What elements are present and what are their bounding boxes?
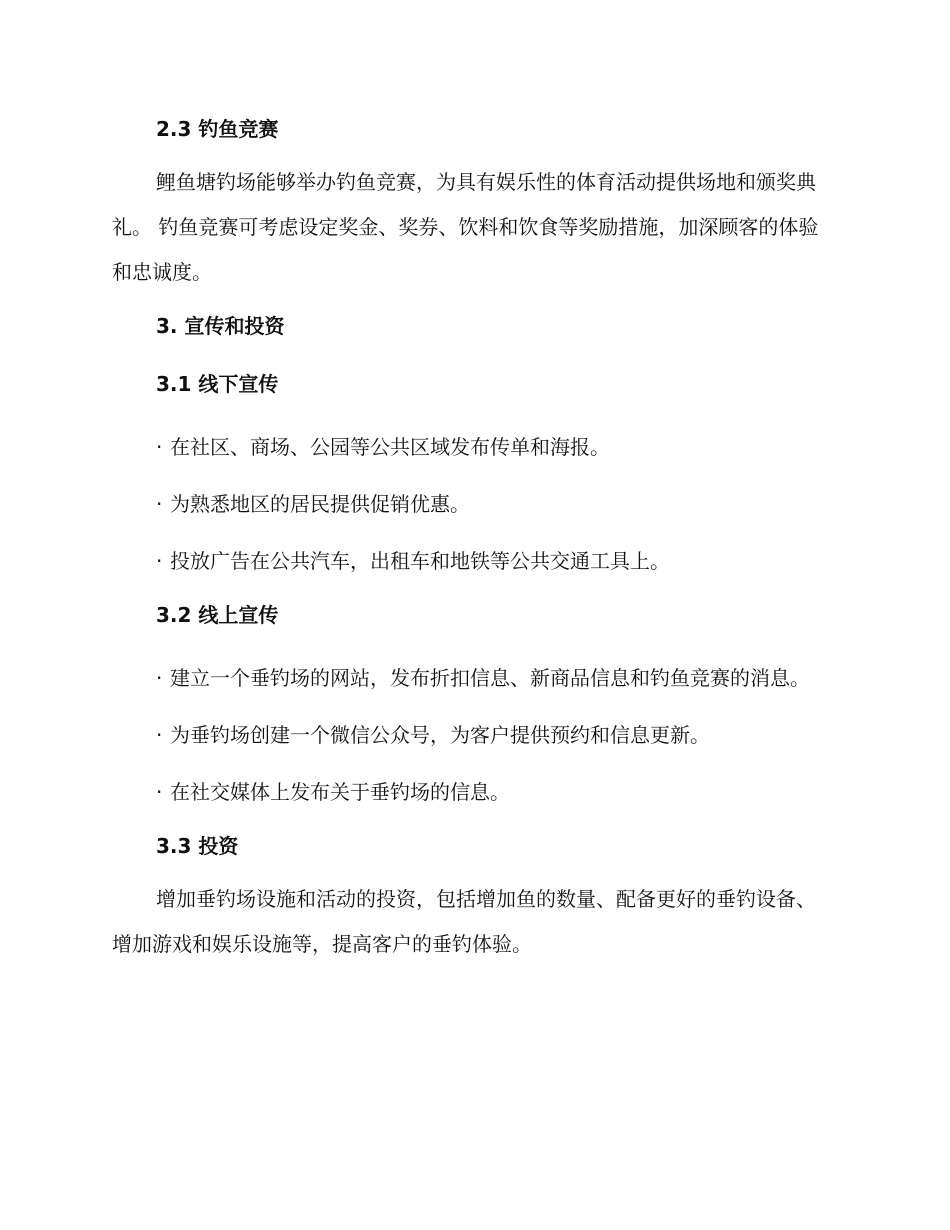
bullet-text: 建立一个垂钓场的网站，发布折扣信息、新商品信息和钓鱼竞赛的消息。 xyxy=(170,666,810,690)
bullet-dot: · xyxy=(156,723,163,747)
heading-3: 3. 宣传和投资 xyxy=(156,314,285,338)
heading-3-3: 3.3 投资 xyxy=(156,834,239,858)
bullet-3-1-2 xyxy=(112,482,834,527)
bullet-dot: · xyxy=(156,492,163,516)
bullet-3-2-2 xyxy=(112,713,834,758)
bullet-3-1-3 xyxy=(112,539,834,584)
document-body xyxy=(112,112,834,979)
paragraph-3-3: 增加垂钓场设施和活动的投资，包括增加鱼的数量、配备更好的垂钓设备、增加游戏和娱乐设施等，提高客户的垂钓体验。 xyxy=(112,887,816,956)
heading-3-1: 3.1 线下宣传 xyxy=(156,372,279,396)
bullet-text: 为熟悉地区的居民提供促销优惠。 xyxy=(170,492,470,516)
bullet-3-1-1 xyxy=(112,425,834,470)
bullet-text: 在社交媒体上发布关于垂钓场的信息。 xyxy=(170,780,510,804)
heading-2-3: 2.3 钓鱼竞赛 xyxy=(156,117,279,141)
bullet-text: 为垂钓场创建一个微信公众号，为客户提供预约和信息更新。 xyxy=(170,723,710,747)
bullet-text: 投放广告在公共汽车，出租车和地铁等公共交通工具上。 xyxy=(170,549,670,573)
bullet-dot: · xyxy=(156,435,163,459)
bullet-3-2-1 xyxy=(112,656,834,701)
bullet-text: 在社区、商场、公园等公共区域发布传单和海报。 xyxy=(170,435,610,459)
heading-3-2: 3.2 线上宣传 xyxy=(156,603,279,627)
bullet-dot: · xyxy=(156,666,163,690)
bullet-dot: · xyxy=(156,549,163,573)
bullet-3-2-3 xyxy=(112,770,834,815)
paragraph-2-3: 鲤鱼塘钓场能够举办钓鱼竞赛，为具有娱乐性的体育活动提供场地和颁奖典礼。 钓鱼竞赛可考虑设定奖金、奖券、饮料和饮食等奖励措施，加深顾客的体验和忠诚度。 xyxy=(112,170,819,284)
bullet-dot: · xyxy=(156,780,163,804)
